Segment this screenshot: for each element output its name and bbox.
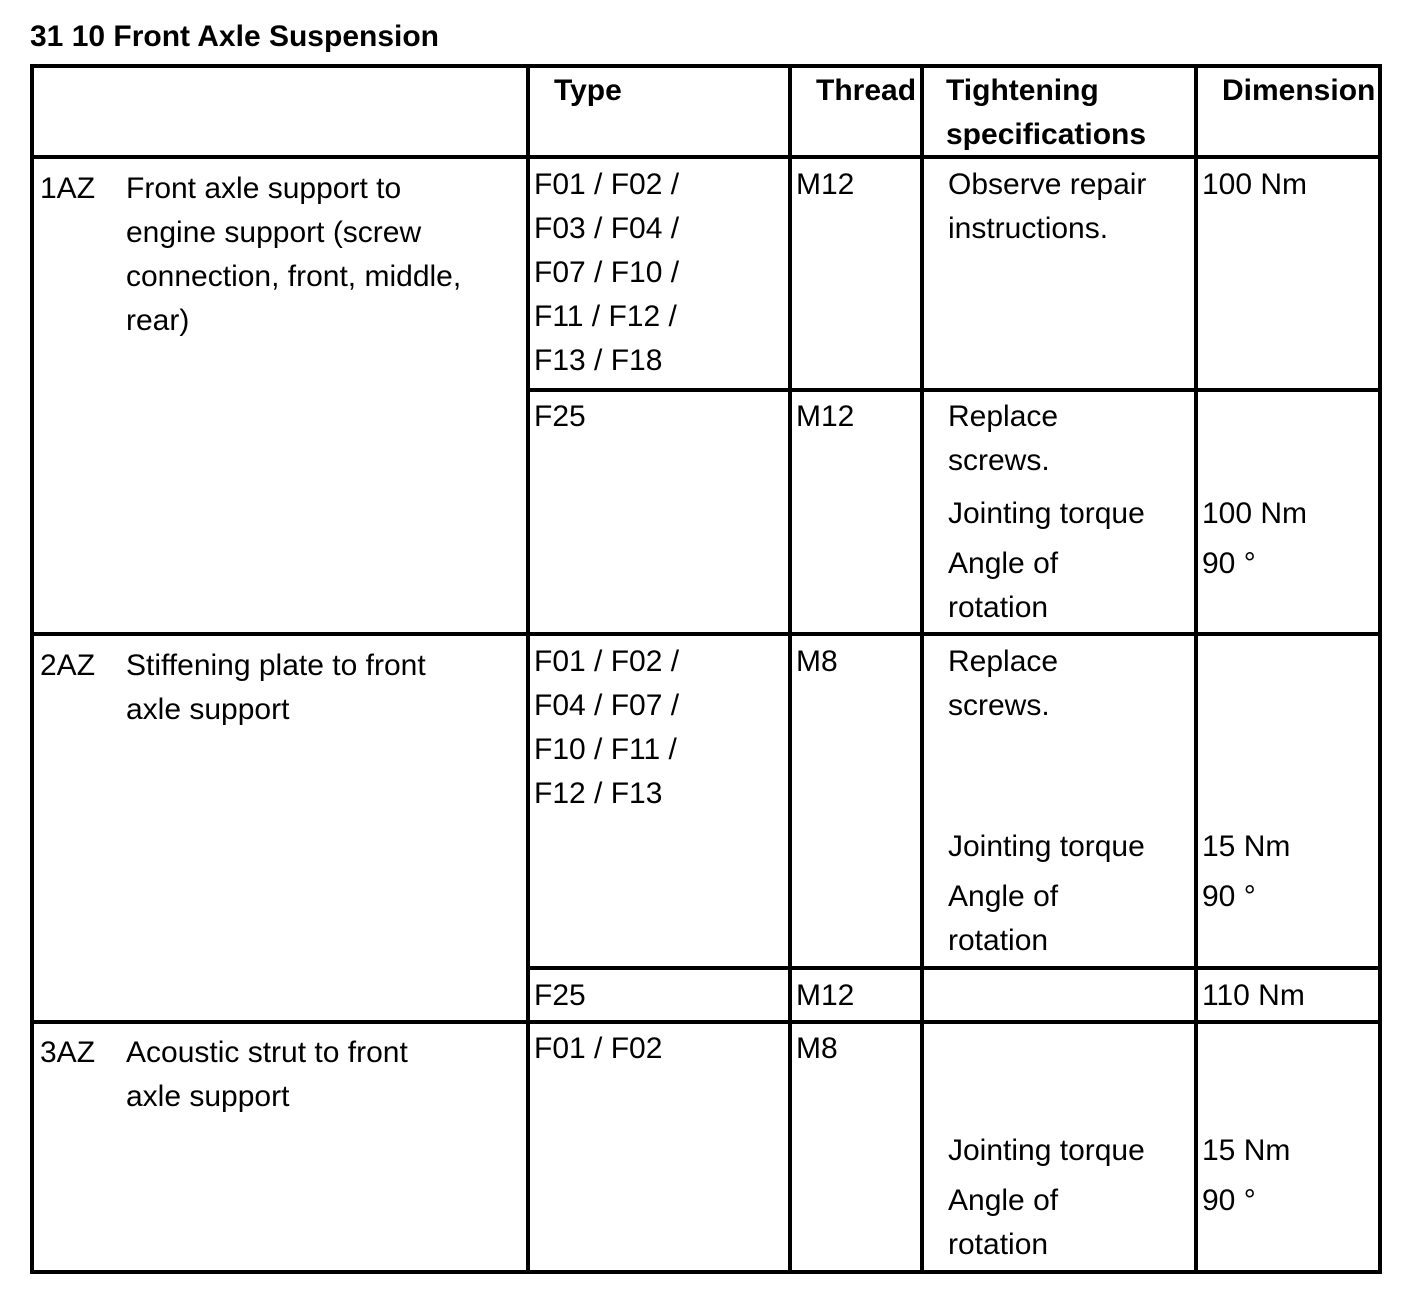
cell-type: F25	[534, 979, 586, 1012]
row-code: 1AZ	[40, 172, 96, 205]
header-thread: Thread	[816, 74, 917, 107]
cell-type: F01 / F02	[534, 1032, 663, 1065]
row-divider	[526, 966, 1382, 970]
column-divider	[920, 64, 924, 1274]
cell-dim-torque: 100 Nm	[1202, 497, 1308, 530]
cell-dimension: 110 Nm	[1202, 979, 1305, 1012]
cell-dimension: 100 Nm	[1202, 168, 1308, 201]
cell-type: F01 / F02 / F03 / F04 / F07 / F10 / F11 / F12 / F13 / F18	[534, 168, 680, 377]
cell-spec-angle: Angle of rotation	[948, 547, 1059, 624]
cell-thread: M12	[796, 979, 855, 1012]
column-divider	[526, 64, 530, 1274]
cell-dim-angle: 90 °	[1202, 880, 1256, 913]
row-divider	[30, 632, 1382, 636]
cell-thread: M8	[796, 645, 838, 678]
cell-spec-angle: Angle of rotation	[948, 1184, 1059, 1261]
header-dimension: Dimension	[1222, 74, 1376, 107]
page-title: 31 10 Front Axle Suspension	[30, 20, 439, 53]
cell-dim-torque: 15 Nm	[1202, 1134, 1291, 1167]
cell-dim-angle: 90 °	[1202, 547, 1256, 580]
cell-thread: M12	[796, 168, 855, 201]
cell-type: F01 / F02 / F04 / F07 / F10 / F11 / F12 / F13	[534, 645, 680, 810]
row-code: 3AZ	[40, 1036, 96, 1069]
header-divider	[30, 155, 1382, 159]
cell-dim-torque: 15 Nm	[1202, 830, 1291, 863]
cell-spec-torque: Jointing torque	[948, 1134, 1145, 1167]
spec-table	[30, 64, 1382, 1274]
row-divider	[526, 388, 1382, 392]
row-description: Front axle support to engine support (screw connection, front, middle, rear)	[126, 172, 462, 337]
cell-spec-torque: Jointing torque	[948, 830, 1145, 863]
column-divider	[788, 64, 792, 1274]
row-code: 2AZ	[40, 649, 96, 682]
row-divider	[30, 1020, 1382, 1024]
cell-spec-torque: Jointing torque	[948, 497, 1145, 530]
cell-spec-note: Replace screws.	[948, 645, 1059, 722]
header-type: Type	[554, 74, 622, 107]
cell-spec-note: Replace screws.	[948, 400, 1059, 477]
cell-thread: M8	[796, 1032, 838, 1065]
row-description: Acoustic strut to front axle support	[126, 1036, 408, 1113]
header-tightening: Tightening specifications	[946, 74, 1147, 151]
cell-dim-angle: 90 °	[1202, 1184, 1256, 1217]
column-divider	[1194, 64, 1198, 1274]
row-description: Stiffening plate to front axle support	[126, 649, 426, 726]
cell-type: F25	[534, 400, 586, 433]
cell-spec-angle: Angle of rotation	[948, 880, 1059, 957]
cell-spec: Observe repair instructions.	[948, 168, 1147, 245]
cell-thread: M12	[796, 400, 855, 433]
